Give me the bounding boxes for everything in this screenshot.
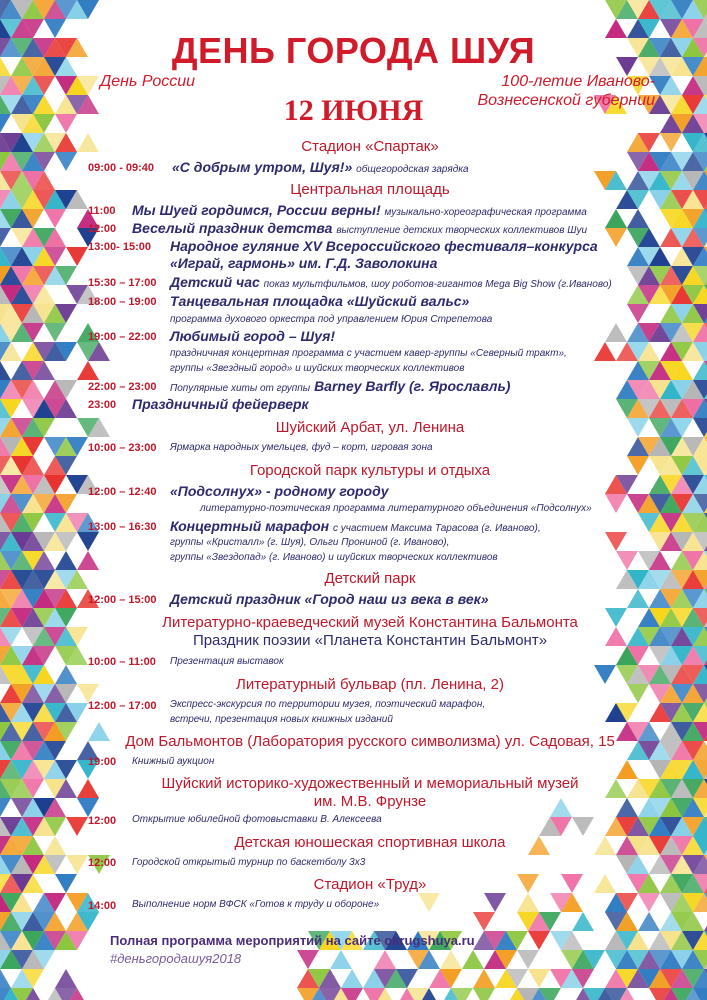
event-time: 12:00 [88, 857, 117, 869]
footer-hashtag: #деньгородашуя2018 [110, 951, 242, 966]
event-description: Открытие юбилейной фотовыставки В. Алексеева [132, 814, 382, 825]
event-time: 11:00 [88, 205, 116, 217]
event-row: Танцевальная площадка «Шуйский вальс» [170, 293, 470, 309]
section-title-stadium-spartak: Стадион «Спартак» [301, 138, 439, 155]
section-title-city-park: Городской парк культуры и отдыха [249, 462, 491, 479]
event-time: 13:00- 15:00 [88, 241, 151, 253]
event-description: группы «Кристалл» (г. Шуя), Ольги Прониной (г. Иваново), [170, 537, 450, 548]
event-time: 10:00 – 11:00 [88, 656, 156, 668]
section-title-literary-boulevard: Литературный бульвар (пл. Ленина, 2) [236, 676, 504, 693]
event-row: Концертный марафон с участием Максима Тарасова (г. Иваново), [170, 518, 541, 534]
event-time: 19:00 – 22:00 [88, 331, 157, 343]
event-row: «С добрым утром, Шуя!» общегородская зарядка [172, 159, 469, 175]
event-time: 13:00 – 16:30 [88, 521, 157, 533]
event-row: Любимый город – Шуя! [170, 328, 336, 344]
section-title-frunze-museum: Шуйский историко-художественный и мемориальный музей им. М.В. Фрунзе [161, 775, 579, 810]
event-row: «Подсолнух» - родному городу [170, 483, 389, 499]
event-time: 14:00 [88, 900, 117, 912]
event-time: 12:00 – 12:40 [88, 486, 157, 498]
event-date: 12 ИЮНЯ [283, 94, 424, 127]
event-row: Детский праздник «Город наш из века в век» [170, 591, 489, 607]
section-title-children-park: Детский парк [324, 570, 416, 587]
section-title-stadium-trud: Стадион «Труд» [313, 876, 427, 893]
event-time: 12:00 – 15:00 [88, 594, 157, 606]
section-title-balmont-house: Дом Бальмонтов (Лаборатория русского символизма) ул. Садовая, 15 [125, 733, 615, 750]
section-title-arbat: Шуйский Арбат, ул. Ленина [275, 419, 465, 436]
event-time: 19:00 [88, 756, 117, 768]
event-description: праздничная концертная программа с участием кавер-группы «Северный тракт», [170, 348, 567, 359]
event-description: Презентация выставок [170, 656, 284, 667]
event-time: 12:00 – 17:00 [88, 700, 157, 712]
event-row: Народное гуляние XV Всероссийского фестиваля–конкурса [170, 238, 598, 254]
event-time: 12:00 [88, 223, 117, 235]
event-description: Книжный аукцион [132, 756, 215, 767]
event-description: литературно-поэтическая программа литературного объединения «Подсолнух» [200, 503, 592, 514]
event-time: 10:00 – 23:00 [88, 442, 157, 454]
left-subtitle: День России [100, 73, 196, 90]
event-description: программа духового оркестра под управлением Юрия Стрепетова [170, 314, 493, 325]
event-row: Мы Шуей гордимся, России верны! музыкально-хореографическая программа [132, 202, 587, 218]
right-subtitle: 100-летие Иваново- Вознесенской губернии [477, 73, 655, 109]
event-row: Веселый праздник детства выступление детских творческих коллективов Шуи [132, 220, 588, 236]
event-description: встречи, презентация новых книжных изданий [170, 714, 393, 725]
footer-website-note: Полная программа мероприятий на сайте okrugshuya.ru [110, 933, 475, 948]
event-description: Экспресс-экскурсия по территории музея, поэтический марафон, [170, 699, 486, 710]
section-subtitle-poetry-festival: Праздник поэзии «Планета Константин Бальмонт» [192, 632, 548, 649]
event-row: Праздничный фейерверк [132, 396, 309, 412]
section-title-central-square: Центральная площадь [290, 181, 450, 198]
event-time: 12:00 [88, 815, 117, 827]
event-row: Детский час показ мультфильмов, шоу роботов-гигантов Mega Big Show (г.Иваново) [170, 274, 612, 290]
event-description: Городской открытый турнир по баскетболу 3х3 [132, 857, 366, 868]
event-time: 18:00 – 19:00 [88, 296, 157, 308]
event-description: Ярмарка народных умельцев, фуд – корт, игровая зона [170, 442, 433, 453]
section-title-sports-school: Детская юношеская спортивная школа [234, 834, 506, 851]
event-time: 23:00 [88, 399, 117, 411]
event-description: Выполнение норм ВФСК «Готов к труду и обороне» [132, 899, 380, 910]
event-time: 09:00 - 09:40 [88, 162, 155, 174]
section-title-balmont-museum: Литературно-краеведческий музей Константина Бальмонта [162, 614, 578, 631]
event-row: Популярные хиты от группы Barney Barfly (г. Ярославль) [170, 378, 511, 394]
event-description: группы «Звездный город» и шуйских творческих коллективов [170, 363, 465, 374]
event-time: 22:00 – 23:00 [88, 381, 157, 393]
event-time: 15:30 – 17:00 [88, 277, 157, 289]
poster-title: ДЕНЬ ГОРОДА ШУЯ [171, 30, 536, 71]
event-description: группы «Звездопад» (г. Иваново) и шуйских творческих коллективов [170, 552, 498, 563]
event-row-continued: «Играй, гармонь» им. Г.Д. Заволокина [170, 255, 438, 271]
